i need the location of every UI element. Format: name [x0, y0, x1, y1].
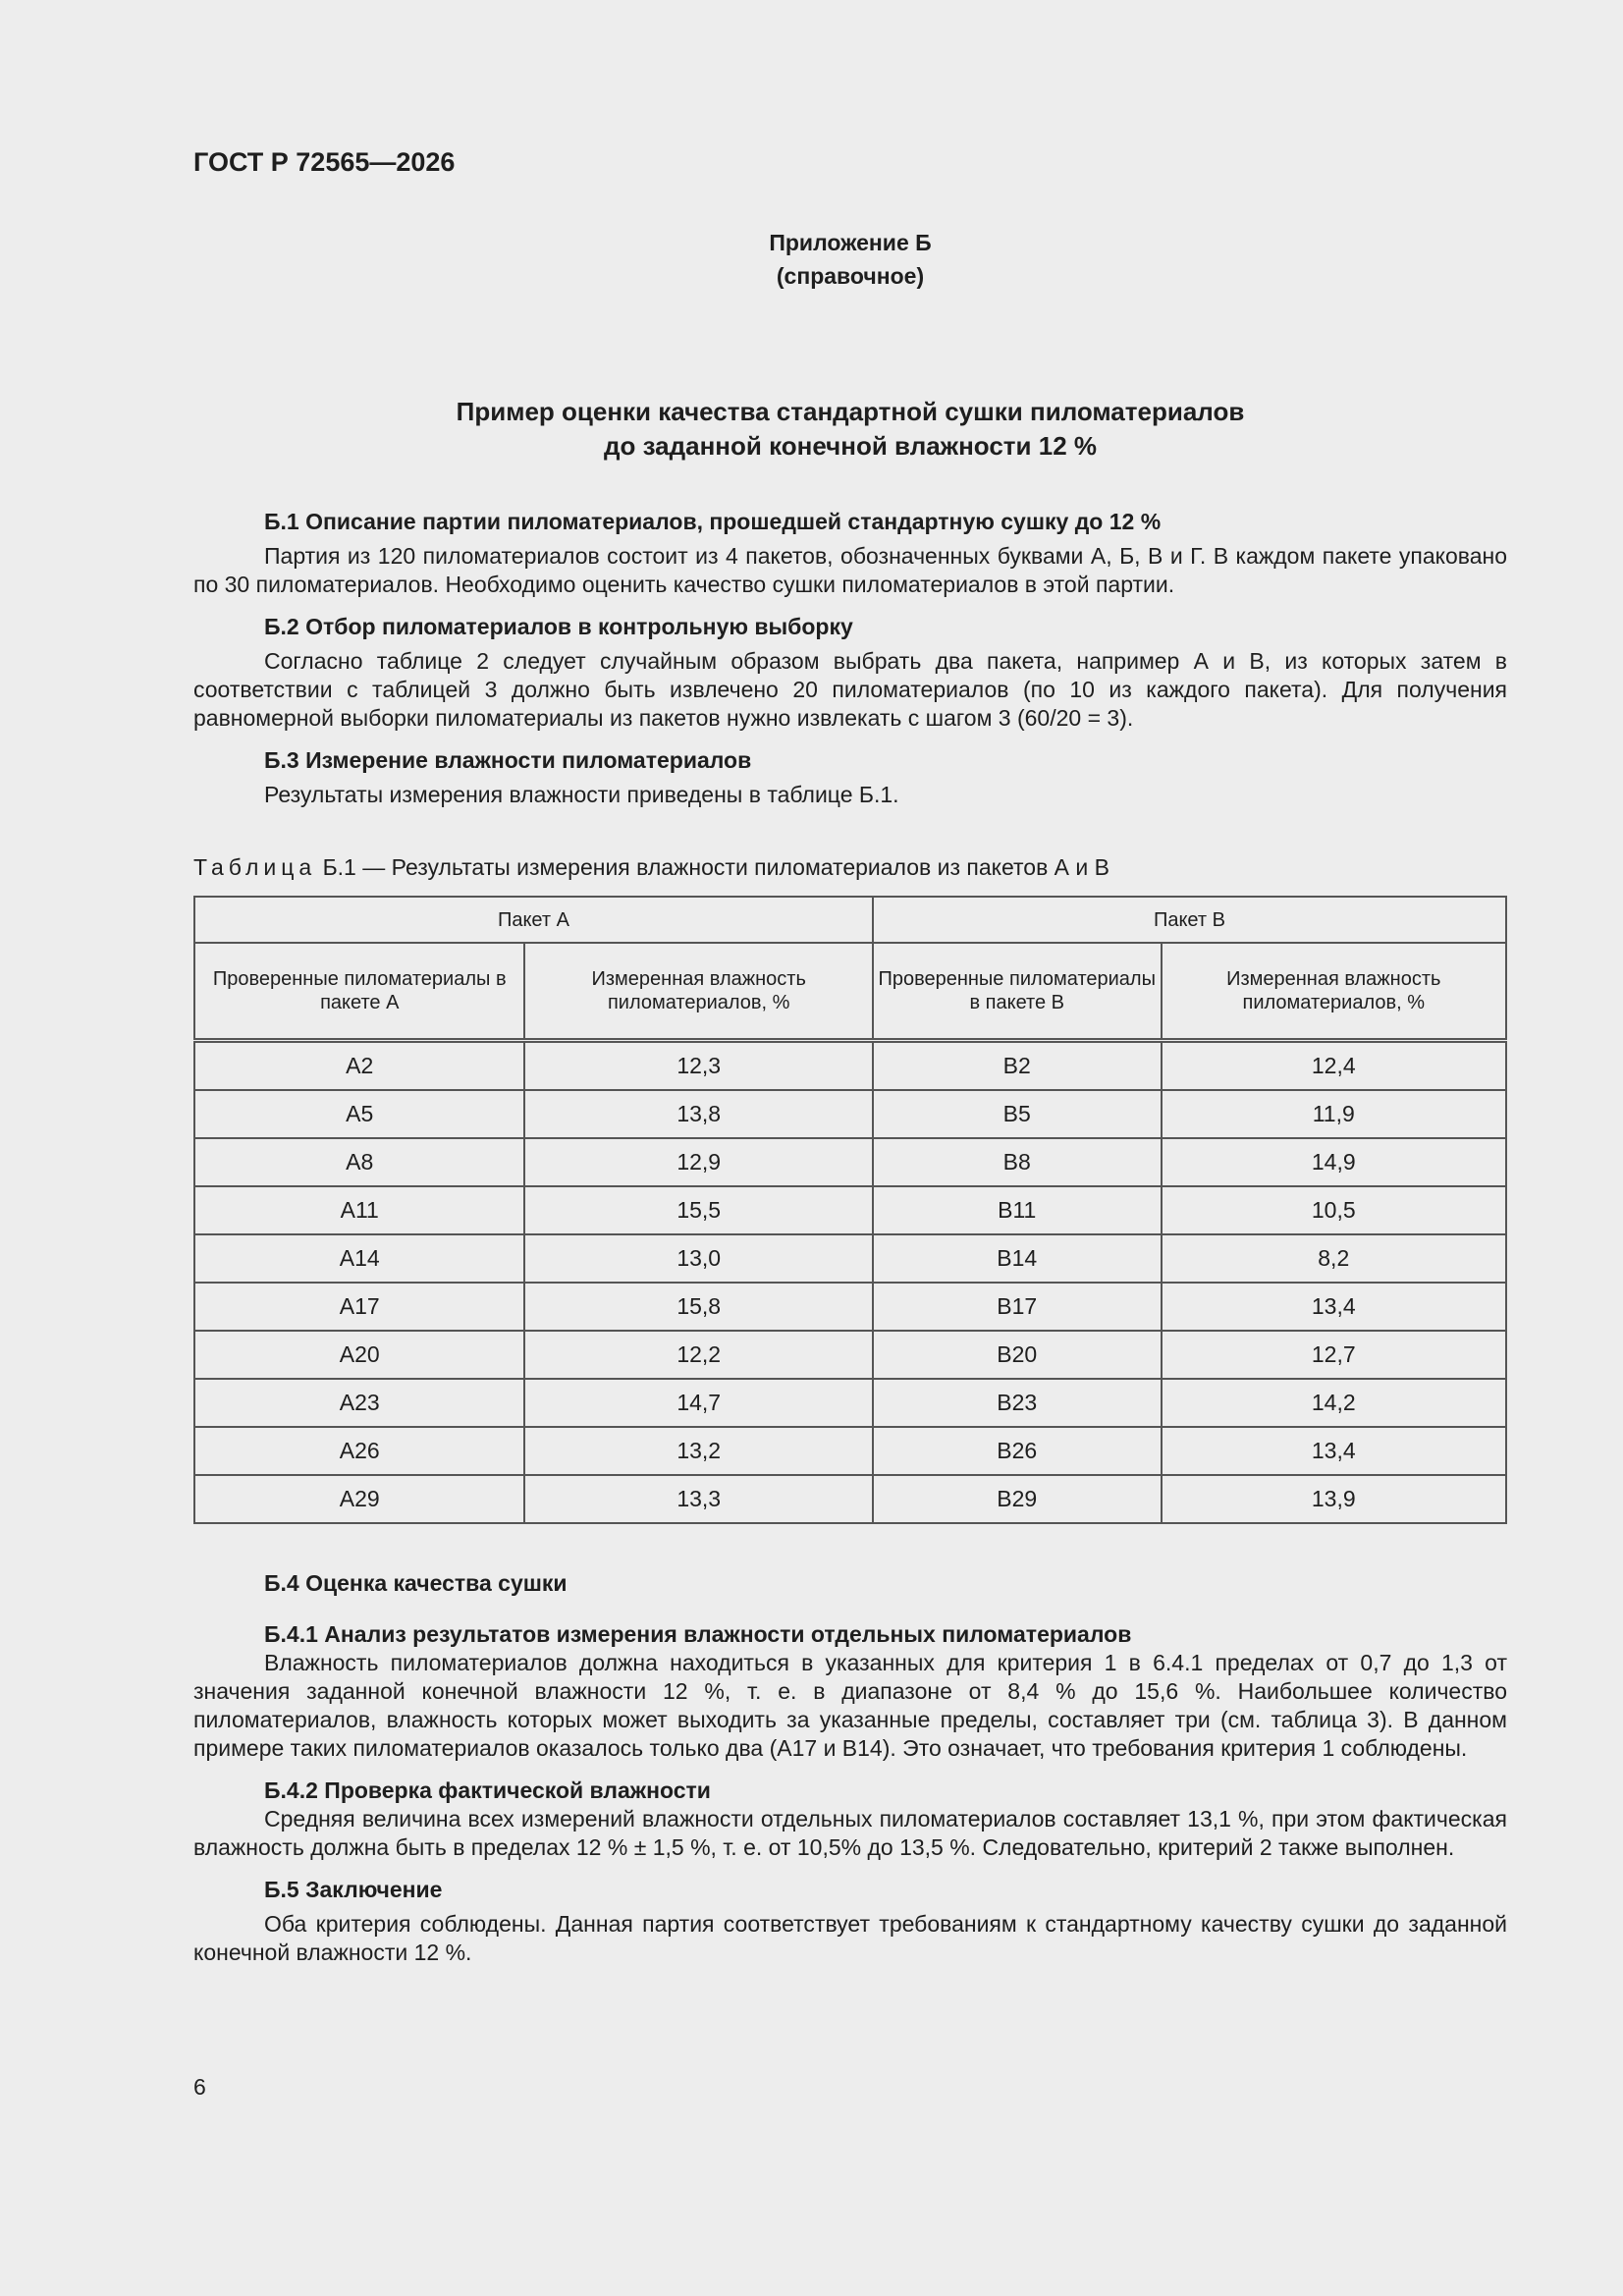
section-b41-text: Влажность пиломатериалов должна находиться в указанных для критерия 1 в 6.4.1 пределах от 0,7 до 1,3 от значения заданной конечной влажности 12 %, т. е. в диапазоне от 8,4 % до 15,6 %. Наибольшее количество пиломатериалов, влажность которых может выходить за указанные пределы, составляет три (см. таблица 3). В данном примере таких пиломатериалов оказалось только два (А17 и В14). Это означает, что требования критерия 1 соблюдены.	[193, 1650, 1507, 1761]
cell-a-value: 12,3	[524, 1041, 872, 1091]
cell-b-value: 13,9	[1162, 1475, 1506, 1523]
table-row	[194, 1283, 1506, 1331]
cell-b-id: В8	[873, 1138, 1162, 1186]
column-header-b-id: Проверенные пиломатериалы в пакете В	[873, 943, 1162, 1041]
main-title-line2: до заданной конечной влажности 12 %	[603, 431, 1098, 461]
cell-b-value: 11,9	[1162, 1090, 1506, 1138]
cell-b-id: В11	[873, 1186, 1162, 1234]
cell-b-value: 13,4	[1162, 1427, 1506, 1475]
cell-b-value: 12,7	[1162, 1331, 1506, 1379]
section-b2-heading: Б.2 Отбор пиломатериалов в контрольную выборку	[264, 614, 853, 639]
cell-a-value: 12,9	[524, 1138, 872, 1186]
cell-b-value: 8,2	[1162, 1234, 1506, 1283]
cell-a-id: А5	[194, 1090, 524, 1138]
column-header-a-id: Проверенные пиломатериалы в пакете А	[194, 943, 524, 1041]
cell-b-id: В26	[873, 1427, 1162, 1475]
cell-a-value: 15,5	[524, 1186, 872, 1234]
cell-b-value: 14,9	[1162, 1138, 1506, 1186]
section-b5-text: Оба критерия соблюдены. Данная партия соответствует требованиям к стандартному качеству сушки до заданной конечной влажности 12 %.	[193, 1911, 1507, 1965]
cell-a-id: А17	[194, 1283, 524, 1331]
annex-title: Приложение Б	[769, 230, 932, 255]
cell-b-value: 14,2	[1162, 1379, 1506, 1427]
cell-a-value: 13,2	[524, 1427, 872, 1475]
annex-heading	[193, 226, 1507, 293]
main-title	[193, 395, 1507, 464]
table-row	[194, 1331, 1506, 1379]
section-b4-heading: Б.4 Оценка качества сушки	[264, 1570, 568, 1596]
cell-b-value: 10,5	[1162, 1186, 1506, 1234]
cell-a-value: 13,3	[524, 1475, 872, 1523]
cell-a-value: 13,8	[524, 1090, 872, 1138]
table-row	[194, 1090, 1506, 1138]
section-b3-heading: Б.3 Измерение влажности пиломатериалов	[264, 747, 752, 773]
table-column-header	[194, 943, 1506, 1041]
cell-a-value: 15,8	[524, 1283, 872, 1331]
main-title-line1: Пример оценки качества стандартной сушки пиломатериалов	[456, 397, 1245, 426]
table-row	[194, 1475, 1506, 1523]
cell-a-id: А26	[194, 1427, 524, 1475]
cell-a-value: 13,0	[524, 1234, 872, 1283]
table-group-header	[194, 897, 1506, 943]
cell-b-id: В5	[873, 1090, 1162, 1138]
section-b4-b5	[193, 1569, 1507, 1967]
section-b42-text: Средняя величина всех измерений влажности отдельных пиломатериалов составляет 13,1 %, при этом фактическая влажность должна быть в пределах 12 % ± 1,5 %, т. е. от 10,5% до 13,5 %. Следовательно, критерий 2 также выполнен.	[193, 1806, 1507, 1860]
cell-a-id: А14	[194, 1234, 524, 1283]
table-caption	[193, 854, 1109, 881]
annex-note: (справочное)	[776, 263, 925, 289]
cell-b-id: В14	[873, 1234, 1162, 1283]
table-caption-label: Таблица	[193, 854, 317, 880]
table-row	[194, 1138, 1506, 1186]
section-b2-text: Согласно таблице 2 следует случайным образом выбрать два пакета, например А и В, из которых затем в соответствии с таблицей 3 должно быть извлечено 20 пиломатериалов (по 10 из каждого пакета). Для получения равномерной выборки пиломатериалы из пакетов нужно извлекать с шагом 3 (60/20 = 3).	[193, 648, 1507, 731]
table-caption-text: Б.1 — Результаты измерения влажности пиломатериалов из пакетов А и В	[322, 854, 1109, 880]
group-header-b: Пакет В	[873, 897, 1506, 943]
cell-a-id: А23	[194, 1379, 524, 1427]
section-b42-heading: Б.4.2 Проверка фактической влажности	[264, 1777, 711, 1803]
column-header-b-value: Измеренная влажность пиломатериалов, %	[1162, 943, 1506, 1041]
cell-b-value: 12,4	[1162, 1041, 1506, 1091]
cell-a-id: А11	[194, 1186, 524, 1234]
table-body	[194, 1041, 1506, 1524]
table-row	[194, 1427, 1506, 1475]
cell-b-id: В20	[873, 1331, 1162, 1379]
section-b3-text: Результаты измерения влажности приведены в таблице Б.1.	[264, 782, 899, 807]
table-row	[194, 1041, 1506, 1091]
cell-b-id: В29	[873, 1475, 1162, 1523]
table-row	[194, 1379, 1506, 1427]
cell-a-id: А2	[194, 1041, 524, 1091]
page-number: 6	[193, 2074, 206, 2100]
cell-b-id: В17	[873, 1283, 1162, 1331]
column-header-a-value: Измеренная влажность пиломатериалов, %	[524, 943, 872, 1041]
document-code: ГОСТ Р 72565—2026	[193, 147, 456, 177]
section-b1-heading: Б.1 Описание партии пиломатериалов, прошедшей стандартную сушку до 12 %	[264, 509, 1162, 534]
section-b41-heading: Б.4.1 Анализ результатов измерения влажности отдельных пиломатериалов	[264, 1621, 1132, 1647]
cell-a-id: А29	[194, 1475, 524, 1523]
table-row	[194, 1186, 1506, 1234]
moisture-table	[193, 896, 1507, 1524]
cell-b-id: В2	[873, 1041, 1162, 1091]
cell-a-id: А20	[194, 1331, 524, 1379]
section-b5-heading: Б.5 Заключение	[264, 1877, 443, 1902]
section-b1-text: Партия из 120 пиломатериалов состоит из 4 пакетов, обозначенных буквами А, Б, В и Г. В каждом пакете упаковано по 30 пиломатериалов. Необходимо оценить качество сушки пиломатериалов в этой партии.	[193, 543, 1507, 597]
cell-a-value: 14,7	[524, 1379, 872, 1427]
group-header-a: Пакет А	[194, 897, 873, 943]
cell-a-id: А8	[194, 1138, 524, 1186]
cell-b-id: В23	[873, 1379, 1162, 1427]
section-b1-to-b3	[193, 508, 1507, 809]
table-row	[194, 1234, 1506, 1283]
cell-a-value: 12,2	[524, 1331, 872, 1379]
cell-b-value: 13,4	[1162, 1283, 1506, 1331]
